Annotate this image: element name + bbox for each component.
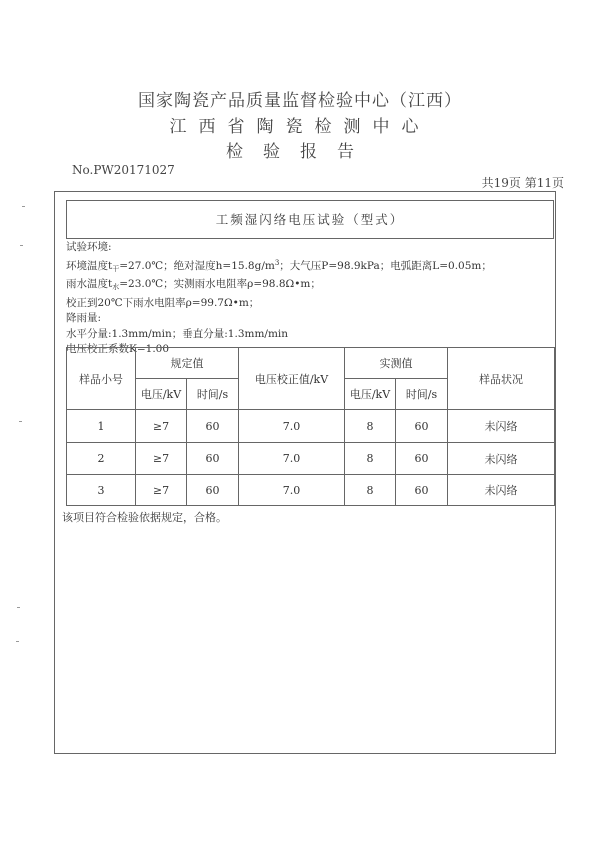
cell-status: 未闪络	[448, 443, 555, 475]
cell-status: 未闪络	[448, 475, 555, 506]
subheader-spec-voltage: 电压/kV	[136, 379, 187, 410]
header-measured: 实测值	[345, 348, 448, 379]
header-specified: 规定值	[136, 348, 239, 379]
cell-spec-voltage: ≥7	[136, 475, 187, 506]
cell-status: 未闪络	[448, 410, 555, 443]
cell-sample-id: 1	[67, 410, 136, 443]
env-line-ambient: 环境温度$t_干=27.0℃$；绝对湿度$h=15.8g/m^3$；大气压P=98.9kPa；电弧距离L=0.05m；	[66, 258, 492, 273]
cell-corrected-voltage: 7.0	[239, 475, 345, 506]
cell-meas-time: 60	[396, 475, 448, 506]
cell-spec-time: 60	[187, 443, 239, 475]
env-heading: 试验环境:	[66, 241, 112, 253]
cell-spec-time: 60	[187, 475, 239, 506]
scan-speck	[22, 206, 25, 207]
cell-meas-time: 60	[396, 410, 448, 443]
env-line-voltage-factor: 电压校正系数K=1.00	[66, 343, 170, 355]
cell-spec-time: 60	[187, 410, 239, 443]
subheader-meas-time: 时间/s	[396, 379, 448, 410]
env-line-corrected-resistivity: 校正到20℃下雨水电阻率ρ=99.7Ω•m；	[66, 296, 260, 309]
cell-sample-id: 3	[67, 475, 136, 506]
page-indicator: 共19页 第11页	[481, 176, 564, 190]
cell-corrected-voltage: 7.0	[239, 410, 345, 443]
header-sample-status: 样品状况	[448, 348, 555, 410]
cell-meas-voltage: 8	[345, 410, 396, 443]
test-environment	[66, 240, 554, 358]
table-row	[67, 410, 555, 443]
test-section	[66, 200, 554, 508]
subheader-meas-voltage: 电压/kV	[345, 379, 396, 410]
cell-spec-voltage: ≥7	[136, 410, 187, 443]
scan-speck	[19, 421, 22, 422]
cell-sample-id: 2	[67, 443, 136, 475]
header-sample-no: 样品小号	[67, 348, 136, 410]
header-corrected-voltage: 电压校正值/kV	[239, 348, 345, 410]
subheader-spec-time: 时间/s	[187, 379, 239, 410]
cell-meas-time: 60	[396, 443, 448, 475]
center-name-national: 国家陶瓷产品质量监督检验中心（江西）	[138, 91, 462, 111]
report-number: No.PW20171027	[72, 163, 175, 177]
cell-spec-voltage: ≥7	[136, 443, 187, 475]
env-line-rainfall-components: 水平分量:1.3mm/min；垂直分量:1.3mm/min	[66, 327, 289, 340]
scan-speck	[17, 607, 20, 608]
results-table	[66, 347, 555, 506]
conclusion-text: 该项目符合检验依据规定，合格。	[62, 511, 227, 524]
env-line-rainfall: 降雨量:	[66, 312, 102, 324]
test-title: 工频湿闪络电压试验（型式）	[66, 200, 554, 239]
table-row	[67, 443, 555, 475]
scan-speck	[16, 641, 19, 642]
scan-speck	[20, 245, 23, 246]
table-row	[67, 475, 555, 506]
center-name-provincial: 江西省陶瓷检测中心	[169, 117, 431, 137]
cell-meas-voltage: 8	[345, 475, 396, 506]
report-heading: 检验报告	[226, 142, 374, 162]
env-line-rain-temp: 雨水温度$t_水=23.0℃$；实测雨水电阻率ρ=98.8Ω•m；	[66, 278, 321, 291]
cell-meas-voltage: 8	[345, 443, 396, 475]
cell-corrected-voltage: 7.0	[239, 443, 345, 475]
